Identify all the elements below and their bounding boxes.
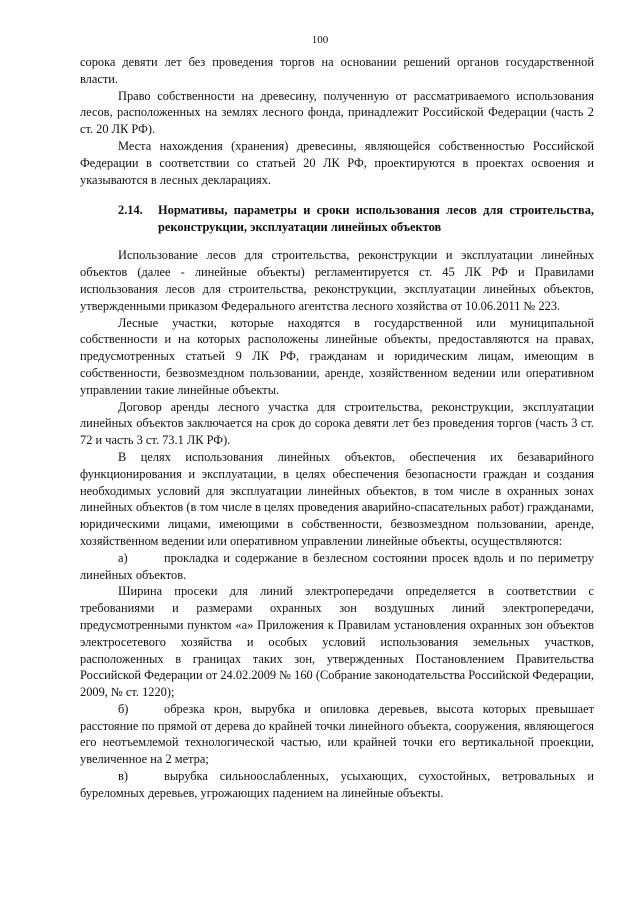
page-number: 100 [311, 34, 329, 46]
paragraph: Право собственности на древесину, полученную от рассматриваемого использования лесов, расположенных на землях лесного фонда, принадлежит Российской Федерации (часть 2 ст. 20 ЛК РФ). [80, 88, 594, 137]
section-title: Нормативы, параметры и сроки использования лесов для строительства, реконструкции, эксплуатации линейных объектов [158, 203, 594, 235]
list-item-a [80, 550, 594, 584]
list-marker: а) [118, 550, 128, 565]
list-item-text: прокладка и содержание в безлесном состоянии просек вдоль и по периметру линейных объектов. [80, 550, 594, 582]
list-marker: в) [118, 769, 128, 784]
section-number: 2.14. [118, 203, 143, 218]
paragraph: В целях использования линейных объектов, обеспечения их безаварийного функционирования и эксплуатации, в целях обеспечения безопасности граждан и создания необходимых условий для эксплуатации линейных объектов, в том числе в охранных зонах линейных объектов (в том числе в целях проведения аварийно-спасательных работ) гражданами, юридическими лицами, имеющими в собственности, безвозмездном пользовании, аренде, хозяйственном ведении или оперативном управлении линейные объекты, осуществляются: [80, 449, 594, 548]
page-content [80, 54, 594, 802]
paragraph: Использование лесов для строительства, реконструкции и эксплуатации линейных объектов (далее - линейные объекты) регламентируется ст. 45 ЛК РФ и Правилами использования лесов для строительства, реконструкции, эксплуатации линейных объектов, утвержденными приказом Федерального агентства лесного хозяйства от 10.06.2011 № 223. [80, 248, 594, 313]
list-item-c [80, 768, 594, 802]
list-marker: б) [118, 701, 129, 716]
paragraph: Лесные участки, которые находятся в государственной или муниципальной собственности и на которых расположены линейные объекты, предоставляются на правах, предусмотренных статьей 9 ЛК РФ, гражданам и юридическим лицам, имеющим в собственности, безвозмездном пользовании, аренде, хозяйственном ведении или оперативном управлении такие линейные объекты. [80, 315, 594, 397]
paragraph: Места нахождения (хранения) древесины, являющейся собственностью Российской Федерации в соответствии со статьей 20 ЛК РФ, проектируются в проектах освоения и указываются в лесных декларациях. [80, 138, 594, 187]
paragraph: Договор аренды лесного участка для строительства, реконструкции, эксплуатации линейных объектов заключается на срок до сорока девяти лет без проведения торгов (часть 3 ст. 72 и часть 3 ст. 73.1 ЛК РФ). [80, 399, 594, 448]
section-heading [80, 202, 594, 236]
list-item-text: обрезка крон, вырубка и опиловка деревьев, высота которых превышает расстояние по прямой от дерева до крайней точки линейного объекта, сооружения, являющегося его неотъемлемой технологической частью, или крайней точки его вертикальной проекции, увеличенное на 2 метра; [80, 701, 594, 767]
list-item-b [80, 701, 594, 768]
list-item-text: вырубка сильноослабленных, усыхающих, сухостойных, ветровальных и буреломных деревьев, угрожающих падением на линейные объекты. [80, 769, 594, 800]
paragraph: сорока девяти лет без проведения торгов на основании решений органов государственной власти. [80, 55, 594, 86]
paragraph: Ширина просеки для линий электропередачи определяется в соответствии с требованиями и размерами охранных зон воздушных линий электропередачи, предусмотренными пунктом «а» Приложения к Правилам установления охранных зон объектов электросетевого хозяйства и особых условий использования земельных участков, расположенных в границах таких зон, утвержденных Постановлением Правительства Российской Федерации от 24.02.2009 № 160 (Собрание законодательства Российской Федерации, 2009, № ст. 1220); [80, 584, 594, 700]
